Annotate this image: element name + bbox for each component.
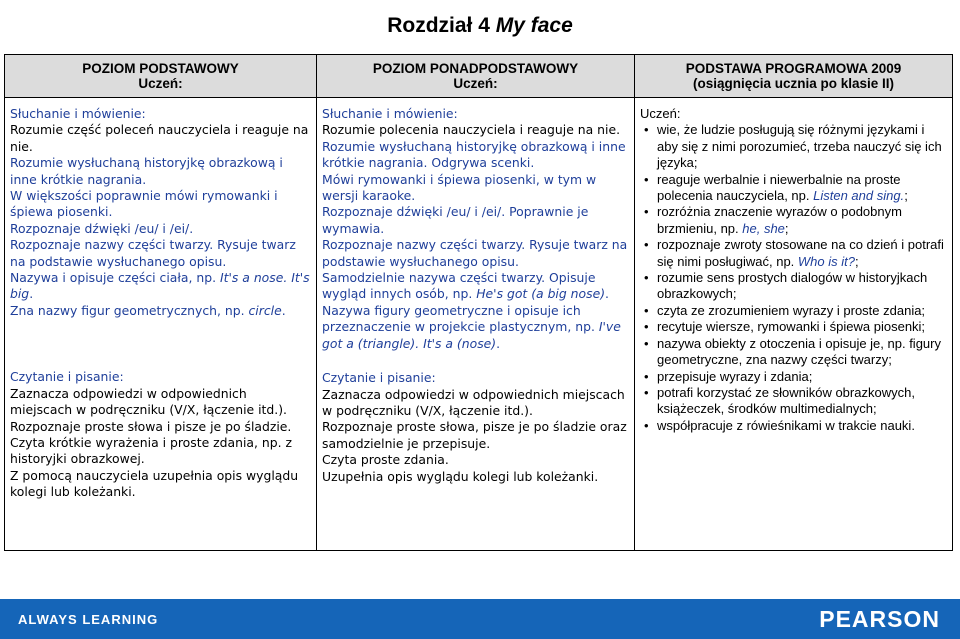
header-core-curriculum [635, 55, 953, 98]
text-fragment: reaguje werbalnie i niewerbalnie na proste polecenia nauczyciela, np. [657, 171, 901, 204]
text-fragment: . [281, 302, 286, 318]
example-phrase: circle [248, 302, 282, 318]
header-advanced-subtitle: Uczeń: [453, 76, 498, 91]
text-line: Mówi rymowanki i śpiewa piosenki, w tym w wersji karaoke. [322, 171, 597, 204]
requirements-table [4, 54, 953, 551]
example-phrase: Listen and sing. [813, 188, 905, 204]
text-line: Rozpoznaje dźwięki /eu/ i /ei/. Poprawnie je wymawia. [322, 204, 589, 236]
text-line: Rozumie wysłuchaną historyjkę obrazkową i inne krótkie nagrania. Odgrywa scenki. [322, 138, 626, 171]
example-phrase: He's got (a big nose) [476, 286, 606, 302]
text-fragment: . [29, 286, 34, 302]
list-item: • współpracuje z rówieśnikami w trakcie nauki. [640, 418, 947, 434]
list-item [640, 172, 947, 205]
text-line: Rozumie wysłuchaną historyjkę obrazkową i inne krótkie nagrania. [10, 155, 283, 187]
chapter-title: Rozdział 4 [387, 14, 490, 37]
text-line [10, 270, 311, 303]
text-fragment: rozróżnia znaczenie wyrazów o podobnym brzmieniu, np. [657, 204, 902, 236]
cell-core-curriculum [635, 98, 953, 551]
cell-basic-level [5, 98, 317, 551]
listening-heading: Słuchanie i mówienie: [322, 106, 458, 121]
text-line: Czyta proste zdania. [322, 452, 449, 468]
text-fragment: Samodzielnie nazywa części twarzy. Opisuje wygląd innych osób, np. [322, 270, 596, 302]
table-body-row [5, 98, 953, 551]
text-line: Rozpoznaje dźwięki /eu/ i /ei/. [10, 220, 194, 236]
footer-tagline: ALWAYS LEARNING [18, 612, 159, 627]
text-line: Rozpoznaje proste słowa i pisze je po śladzie. [10, 418, 292, 434]
text-fragment: ; [904, 188, 908, 204]
text-line: Uzupełnia opis wyglądu kolegi lub koleżanki. [322, 468, 599, 484]
text-line: Rozpoznaje proste słowa, pisze je po śladzie oraz samodzielnie je przepisuje. [322, 419, 627, 451]
text-fragment: . [496, 335, 501, 351]
text-fragment: Nazywa figury geometryczne i opisuje ich przeznaczenie w projekcie plastycznym, np. [322, 302, 599, 335]
chapter-subtitle: My face [495, 14, 573, 37]
text-line: Zaznacza odpowiedzi w odpowiednich miejscach w podręczniku (V/X, łączenie itd.). [322, 386, 625, 418]
text-fragment: Zna nazwy figur geometrycznych, np. [10, 302, 249, 318]
text-line: Czyta krótkie wyrażenia i proste zdania, np. z historyjki obrazkowej. [10, 434, 292, 467]
text-line [322, 270, 629, 303]
example-phrase: Who is it? [797, 253, 855, 269]
text-fragment: ; [854, 253, 859, 269]
list-item [640, 204, 947, 237]
text-fragment: . [605, 286, 609, 302]
example-phrase: he, she [742, 220, 785, 236]
list-item: • czyta ze zrozumieniem wyrazy i proste zdania; [640, 303, 947, 319]
text-fragment: ; [784, 220, 789, 236]
header-basic-subtitle: Uczeń: [138, 76, 183, 91]
text-fragment: rozpoznaje zwroty stosowane na co dzień i potrafi się nimi posługiwać, np. [657, 237, 944, 269]
list-item [640, 237, 947, 270]
text-line: Rozpoznaje nazwy części twarzy. Rysuje twarz na podstawie wysłuchanego opisu. [10, 237, 296, 269]
reading-heading: Czytanie i pisanie: [10, 369, 124, 385]
example-phrase: It's a nose. It's big [10, 270, 310, 302]
list-item: • rozumie sens prostych dialogów w historyjkach obrazkowych; [640, 270, 947, 303]
pearson-logo: PEARSON [819, 606, 940, 632]
header-basic-level [5, 55, 317, 98]
list-item: • potrafi korzystać ze słowników obrazkowych, książeczek, środków multimedialnych; [640, 385, 947, 418]
example-phrase: I've got a (triangle). It's a (nose) [322, 319, 621, 351]
text-line: Zaznacza odpowiedzi w odpowiednich miejscach w podręczniku (V/X, łączenie itd.). [10, 385, 287, 418]
header-basic-title: POZIOM PODSTAWOWY [82, 61, 239, 76]
text-line: Rozpoznaje nazwy części twarzy. Rysuje twarz na podstawie wysłuchanego opisu. [322, 237, 628, 269]
listening-heading: Słuchanie i mówienie: [10, 106, 146, 121]
list-item: • recytuje wiersze, rymowanki i śpiewa piosenki; [640, 319, 947, 335]
text-line: W większości poprawnie mówi rymowanki i śpiewa piosenki. [10, 188, 278, 220]
text-line: Rozumie polecenia nauczyciela i reaguje na nie. [322, 122, 621, 138]
core-list [640, 122, 947, 434]
table-header-row [5, 55, 953, 98]
header-advanced-level [317, 55, 635, 98]
reading-heading: Czytanie i pisanie: [322, 370, 436, 386]
text-line [10, 303, 311, 319]
text-fragment: Nazywa i opisuje części ciała, np. [10, 270, 220, 286]
text-line [322, 303, 629, 352]
text-line: Rozumie część poleceń nauczyciela i reaguje na nie. [10, 122, 309, 154]
header-advanced-title: POZIOM PONADPODSTAWOWY [372, 61, 579, 76]
text-line: Z pomocą nauczyciela uzupełnia opis wyglądu kolegi lub koleżanki. [10, 467, 299, 500]
header-core-subtitle: (osiągnięcia ucznia po klasie II) [692, 76, 895, 91]
list-item: • nazywa obiekty z otoczenia i opisuje je, np. figury geometryczne, zna nazwy części twarzy; [640, 336, 947, 369]
cell-advanced-level [317, 98, 635, 551]
header-core-title: PODSTAWA PROGRAMOWA 2009 [685, 61, 902, 76]
list-item: • przepisuje wyrazy i zdania; [640, 369, 947, 385]
page-title [0, 14, 960, 38]
footer-bar [0, 599, 960, 639]
list-item: • wie, że ludzie posługują się różnymi językami i aby się z nimi porozumieć, trzeba nauczyć się ich języka; [640, 122, 947, 171]
core-heading: Uczeń: [640, 106, 681, 121]
